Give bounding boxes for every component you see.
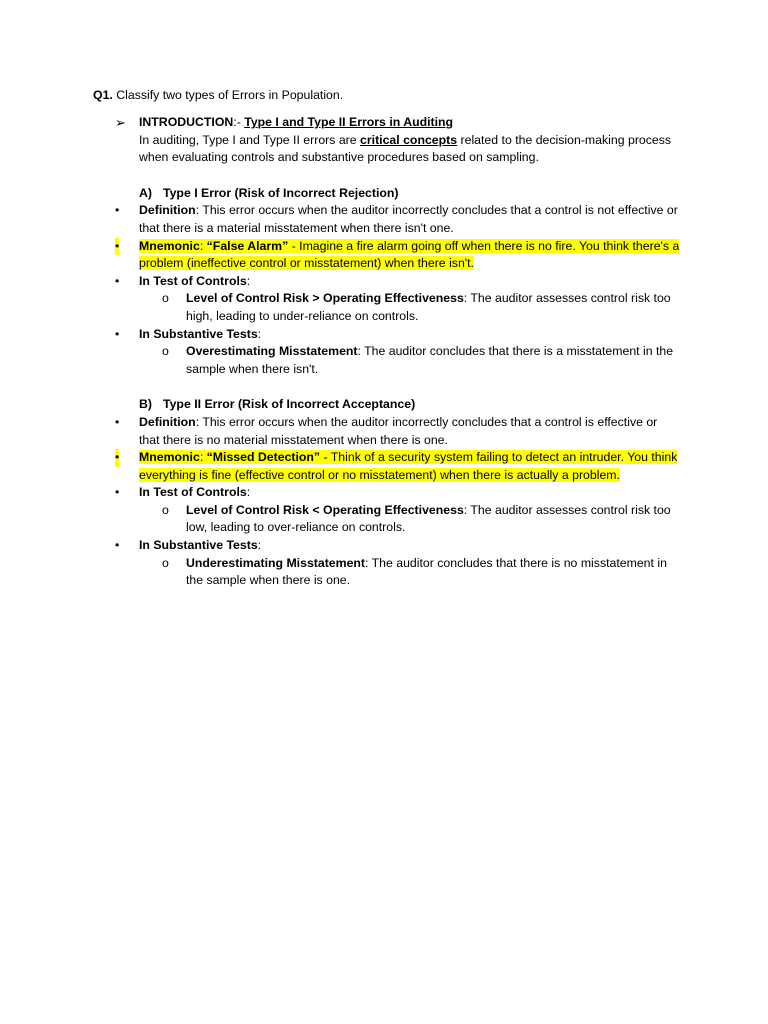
answer-content xyxy=(115,114,680,590)
definition-text: : This error occurs when the auditor incorrectly concludes that a control is not effective or that there is a material misstatement when there isn't one. xyxy=(139,203,678,235)
question-label: Q1. xyxy=(93,88,113,102)
control-risk-text: : The auditor assesses control risk too low, leading to over-reliance on controls. xyxy=(186,502,671,535)
arrow-bullet-icon: ➢ xyxy=(115,115,126,130)
bullet-icon: • xyxy=(115,273,120,288)
control-risk-label: Level of Control Risk < Operating Effectiveness xyxy=(186,502,464,517)
bullet-icon: • xyxy=(115,326,120,341)
bullet-icon: • xyxy=(115,485,120,500)
section-b-misstatement-item xyxy=(115,555,680,590)
misstatement-text: : The auditor concludes that there is a misstatement in the sample when there isn't. xyxy=(186,344,674,376)
section-a-title: Type I Error (Risk of Incorrect Rejection) xyxy=(163,185,399,200)
colon: : xyxy=(257,326,262,341)
section-b-heading xyxy=(115,396,680,414)
mnemonic-text: - Imagine a fire alarm going off when there is no fire. You think there's a problem (ineffective control or misstatement) when there isn't. xyxy=(139,238,680,271)
section-a-heading xyxy=(115,185,680,203)
sub-bullet-icon: o xyxy=(162,555,169,570)
question-line xyxy=(93,87,343,105)
intro-heading xyxy=(139,114,680,132)
control-risk-label: Level of Control Risk > Operating Effectiveness xyxy=(186,291,464,306)
definition-text: : This error occurs when the auditor incorrectly concludes that a control is effective or that there is no material misstatement when there is one. xyxy=(139,414,658,447)
mnemonic-label: Mnemonic xyxy=(139,238,200,253)
colon: : xyxy=(246,485,251,500)
test-of-controls-label: In Test of Controls xyxy=(139,273,247,288)
bullet-icon: • xyxy=(115,238,119,256)
question-text: Classify two types of Errors in Population. xyxy=(112,88,344,102)
mnemonic-name: “Missed Detection” xyxy=(206,450,321,465)
section-a-mnemonic xyxy=(115,238,680,273)
intro-body-emphasis: critical concepts xyxy=(360,132,458,147)
mnemonic-colon: : xyxy=(199,450,204,465)
sub-bullet-icon: o xyxy=(162,291,169,306)
section-b-substantive-tests xyxy=(115,537,680,555)
mnemonic-colon: : xyxy=(199,238,204,253)
mnemonic-label: Mnemonic xyxy=(139,450,200,465)
misstatement-label: Overestimating Misstatement xyxy=(186,344,358,359)
colon: : xyxy=(257,538,262,553)
intro-separator: :- xyxy=(233,115,245,129)
colon: : xyxy=(246,273,251,288)
bullet-icon: • xyxy=(115,449,119,467)
substantive-tests-label: In Substantive Tests xyxy=(139,538,258,553)
control-risk-text: : The auditor assesses control risk too high, leading to under-reliance on controls. xyxy=(186,291,671,323)
test-of-controls-label: In Test of Controls xyxy=(139,485,247,500)
misstatement-text: : The auditor concludes that there is no misstatement in the sample when there is one. xyxy=(186,555,667,588)
sub-bullet-icon: o xyxy=(162,344,169,359)
mnemonic-name: “False Alarm” xyxy=(206,238,289,253)
definition-label: Definition xyxy=(139,414,196,429)
intro-body-post: related to the decision-making process when evaluating controls and substantive procedures based on sampling. xyxy=(139,132,672,165)
section-b-definition xyxy=(115,414,680,449)
section-b-control-risk-item xyxy=(115,502,680,537)
mnemonic-text: - Think of a security system failing to detect an intruder. You think everything is fine (effective control or no misstatement) when there is actually a problem. xyxy=(139,450,678,482)
section-a-test-of-controls xyxy=(115,273,680,291)
section-a-substantive-tests xyxy=(115,326,680,344)
section-b-letter: B) xyxy=(139,397,152,412)
intro-body-pre: In auditing, Type I and Type II errors are xyxy=(139,132,361,147)
sub-bullet-icon: o xyxy=(162,502,169,517)
bullet-icon: • xyxy=(115,538,120,553)
definition-label: Definition xyxy=(139,203,196,218)
section-a-control-risk-item xyxy=(115,290,680,325)
section-b-test-of-controls xyxy=(115,484,680,502)
misstatement-label: Underestimating Misstatement xyxy=(186,555,366,570)
intro-title: Type I and Type II Errors in Auditing xyxy=(244,115,454,129)
intro-body xyxy=(139,132,680,167)
section-b-mnemonic xyxy=(115,449,680,484)
intro-block xyxy=(115,114,680,167)
bullet-icon: • xyxy=(115,203,120,218)
intro-label: INTRODUCTION xyxy=(139,115,234,129)
section-b-title: Type II Error (Risk of Incorrect Acceptance) xyxy=(163,397,416,412)
section-a-definition xyxy=(115,202,680,237)
substantive-tests-label: In Substantive Tests xyxy=(139,326,258,341)
section-a-letter: A) xyxy=(139,185,152,200)
bullet-icon: • xyxy=(115,414,120,429)
section-a-misstatement-item xyxy=(115,343,680,378)
